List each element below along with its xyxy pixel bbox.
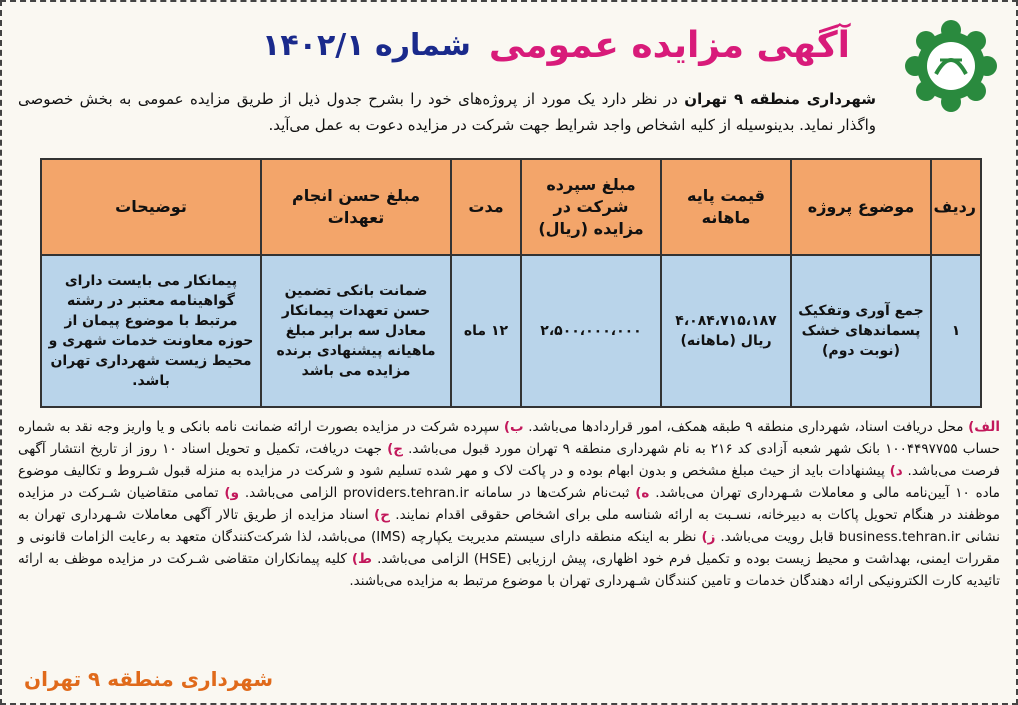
term-label: ح) (374, 507, 390, 523)
term-text: پیشنهادات باید از حیث مبلغ مشخص و بدون ابهام بوده و در پاکت لاک و مهر شده تسلیم شود و شرکت در مزایده به منزله قبول شـروط و تکالیف موضوع ماده ۱۰ آیین‌نامه مالی و معاملات شـهرداری تهران می‌باشد. (18, 463, 1001, 501)
cell-duration: ۱۲ ماه (451, 255, 521, 407)
table-row (41, 255, 981, 407)
term-text: کلیه پیمانکاران متقاضی شـرکت در مزایده موظف به ارائه تائیدیه کارت الکترونیکی ارائه دهندگان خدمات و تامین کنندگان شـهرداری تهران با موضوع مرتبط به مزایده می‌باشند. (18, 551, 1000, 589)
term-label: الف) (968, 419, 1001, 435)
intro-paragraph (18, 86, 876, 138)
header-row-number: ردیف (931, 159, 981, 255)
term-text: جهت دریافت، تکمیل و تحویل اسناد ۱۰ روز از تاریخ انتشار آگهی فرصت می‌باشد. (18, 441, 1000, 479)
cell-base-price: ۴،۰۸۴،۷۱۵،۱۸۷ ریال (ماهانه) (661, 255, 791, 407)
term-text: سپرده شرکت در مزایده بصورت ارائه ضمانت نامه بانکی و یا واریز وجه نقد به شماره حساب ۱۰۰۴۴۹۷۷۵۵ بانک شهر شعبه آزادی کد ۲۱۶ به نام شهرداری منطقه ۹ تهران مورد قبول می‌باشد. (18, 419, 1000, 457)
term-text: محل دریافت اسناد، شهرداری منطقه ۹ طبقه همکف، امور قراردادها می‌باشد. (528, 419, 964, 435)
auction-table (40, 158, 982, 408)
header-description: توضیحات (41, 159, 261, 255)
intro-org: شهرداری منطقه ۹ تهران (684, 90, 876, 108)
page-title (246, 20, 866, 70)
header-performance-guarantee: مبلغ حسن انجام تعهدات (261, 159, 451, 255)
term-label: د) (889, 463, 903, 479)
cell-performance-guarantee: ضمانت بانکی تضمین حسن تعهدات پیمانکار معادل سه برابر مبلغ ماهیانه پیشنهادی برنده مزایده می باشد (261, 255, 451, 407)
cell-deposit-amount: ۲،۵۰۰،۰۰۰،۰۰۰ (521, 255, 661, 407)
header-deposit-amount: مبلغ سپرده شرکت در مزایده (ریال) (521, 159, 661, 255)
term-label: ط) (351, 551, 373, 567)
tehran-municipality-logo-icon (896, 16, 1006, 116)
term-label: ز) (701, 529, 716, 545)
ad-number: شماره ۱۴۰۲/۱ (262, 27, 471, 63)
term-label: ج) (387, 441, 403, 457)
ad-title: آگهی مزایده عمومی (488, 24, 850, 66)
cell-project-subject: جمع آوری وتفکیک پسماندهای خشک (نوبت دوم) (791, 255, 931, 407)
cell-row-number: ۱ (931, 255, 981, 407)
intro-text: در نظر دارد یک مورد از پروژه‌های خود را بشرح جدول ذیل از طریق مزایده عمومی به بخش خصوصی واگذار نماید. بدینوسیله از کلیه اشخاص واجد شرایط جهت شرکت در مزایده دعوت به عمل می‌آید. (18, 90, 876, 134)
table-header-row (41, 159, 981, 255)
term-text: اسناد مزایده از طریق تالار آگهی معاملات شـهرداری تهران به نشانی business.tehran.ir قابل رویت می‌باشد. (18, 507, 1001, 545)
term-text: تمامی متقاضیان شـرکت در مزایده موظفند در هنگام تحویل پاکات به دبیرخانه، نسـبت به ارائه شناسه ملی برای اشخاص حقوقی اقدام نمایند. (18, 485, 1001, 523)
term-text: ثبت‌نام شرکت‌ها در سامانه providers.tehran.ir الزامی می‌باشد. (244, 485, 630, 501)
cell-description: پیمانکار می بایست دارای گواهینامه معتبر در رشته مرتبط با موضوع پیمان از حوزه معاونت خدمات شهری و محیط زیست شهرداری تهران باشد. (41, 255, 261, 407)
term-label: و) (224, 485, 239, 501)
footer-org: شهرداری منطقه ۹ تهران (24, 667, 274, 691)
term-label: ه) (635, 485, 650, 501)
term-label: ب) (503, 419, 524, 435)
terms-paragraph (18, 416, 1000, 592)
header-duration: مدت (451, 159, 521, 255)
term-text: نظر به اینکه منطقه دارای سیستم مدیریت یکپارچه (IMS) می‌باشد، لذا شرکت‌کنندگان متعهد به رعایت الزامات قانونی و مقررات ایمنی، بهداشت و محیط زیست بوده و تکمیل فرم خود اظهاری، پیش ارزیابی (HSE) الزامی می‌باشد. (18, 529, 1000, 567)
header-project-subject: موضوع پروژه (791, 159, 931, 255)
header-base-price: قیمت پایه ماهانه (661, 159, 791, 255)
